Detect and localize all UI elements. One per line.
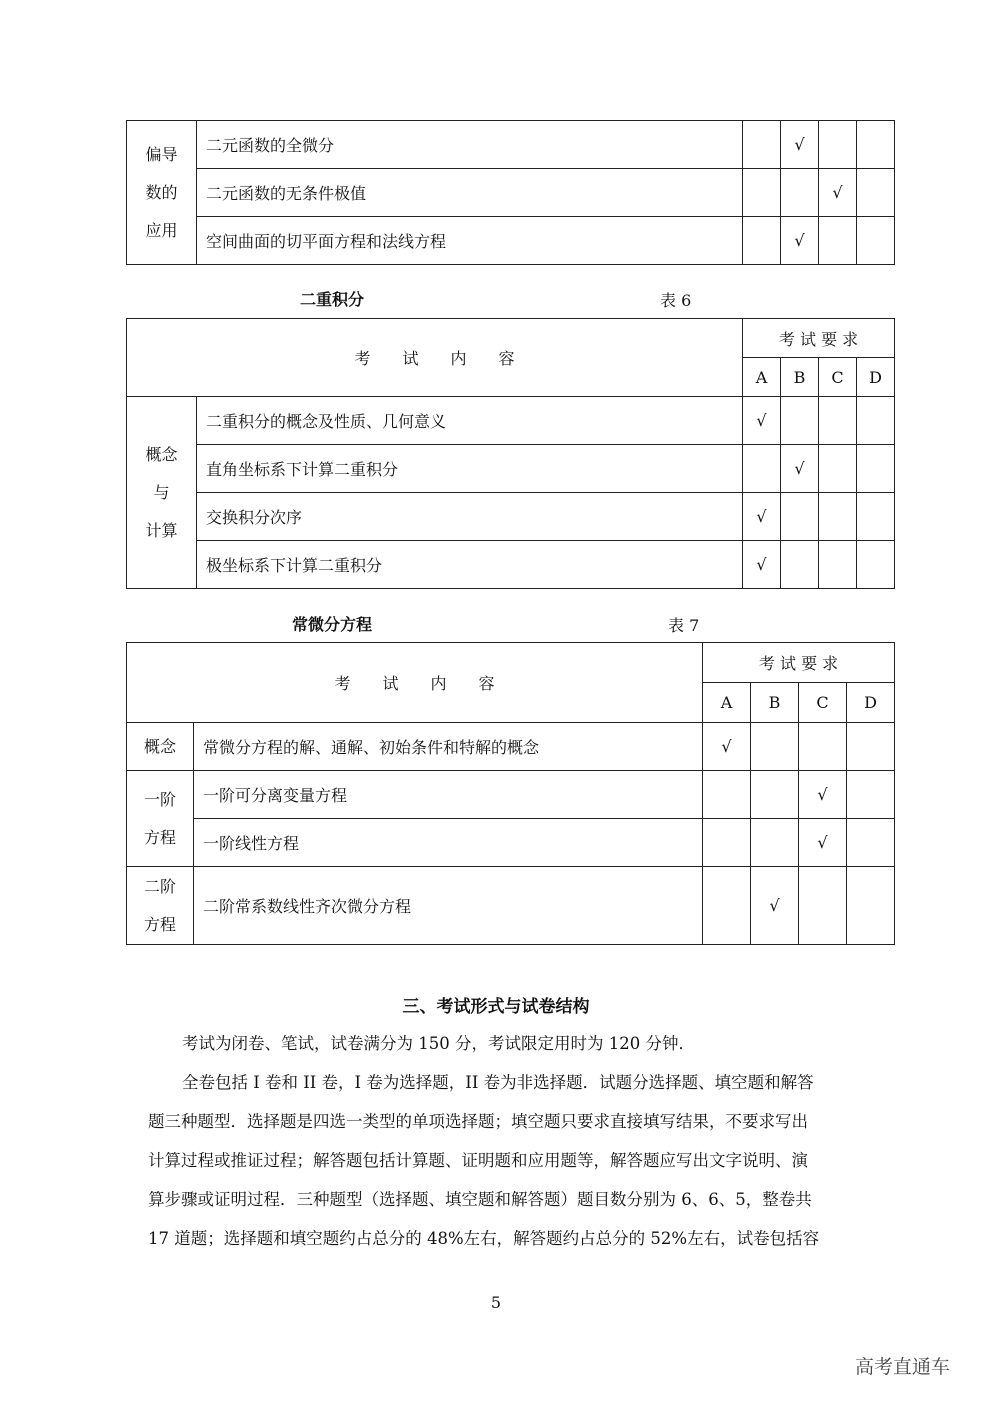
mark-d (857, 121, 895, 169)
mark-b (781, 493, 819, 541)
mark-a: √ (703, 723, 751, 771)
level-c: C (799, 683, 847, 723)
content-cell: 直角坐标系下计算二重积分 (197, 445, 743, 493)
mark-a: √ (743, 493, 781, 541)
mark-d (857, 541, 895, 589)
mark-b: √ (781, 121, 819, 169)
table6-title: 二重积分 (300, 290, 365, 309)
mark-c (819, 445, 857, 493)
mark-d (847, 723, 895, 771)
mark-d (847, 771, 895, 819)
mark-c: √ (819, 169, 857, 217)
mark-d (847, 819, 895, 867)
level-d: D (857, 358, 895, 397)
mark-a (703, 819, 751, 867)
category-cell: 二阶 方程 (127, 867, 194, 945)
content-cell: 一阶线性方程 (194, 819, 703, 867)
content-cell: 二重积分的概念及性质、几何意义 (197, 397, 743, 445)
mark-b: √ (781, 445, 819, 493)
mark-c (799, 723, 847, 771)
mark-a (743, 169, 781, 217)
content-cell: 空间曲面的切平面方程和法线方程 (197, 217, 743, 265)
content-cell: 极坐标系下计算二重积分 (197, 541, 743, 589)
mark-a (743, 121, 781, 169)
content-cell: 二阶常系数线性齐次微分方程 (194, 867, 703, 945)
mark-b (781, 169, 819, 217)
mark-d (857, 397, 895, 445)
mark-a (703, 771, 751, 819)
header-content: 考 试 内 容 (127, 319, 743, 397)
mark-a: √ (743, 541, 781, 589)
level-c: C (819, 358, 857, 397)
mark-d (847, 867, 895, 945)
mark-c: √ (799, 771, 847, 819)
mark-b (751, 771, 799, 819)
double-integral-table (126, 318, 895, 589)
header-requirement: 考 试 要 求 (703, 643, 895, 683)
mark-c (819, 217, 857, 265)
content-cell: 常微分方程的解、通解、初始条件和特解的概念 (194, 723, 703, 771)
section-title: 三、考试形式与试卷结构 (402, 997, 590, 1017)
level-d: D (847, 683, 895, 723)
level-a: A (743, 358, 781, 397)
page-number: 5 (490, 1293, 502, 1312)
header-content: 考 试 内 容 (127, 643, 703, 723)
paragraph-line: 题三种题型．选择题是四选一类型的单项选择题；填空题只要求直接填写结果，不要求写出 (148, 1112, 808, 1131)
mark-a: √ (743, 397, 781, 445)
watermark: 高考直通车 (855, 1356, 951, 1378)
category-cell: 概念 (127, 723, 194, 771)
mark-d (857, 217, 895, 265)
mark-c (819, 121, 857, 169)
paragraph-line: 全卷包括 I 卷和 II 卷，I 卷为选择题，II 卷为非选择题．试题分选择题、填空题和解答 (182, 1073, 814, 1092)
mark-a (743, 445, 781, 493)
mark-c: √ (799, 819, 847, 867)
mark-c (819, 493, 857, 541)
mark-d (857, 445, 895, 493)
mark-a (743, 217, 781, 265)
category-cell: 偏导 数的 应用 (127, 121, 197, 265)
level-b: B (751, 683, 799, 723)
table7-number: 表 7 (668, 616, 700, 635)
mark-c (819, 397, 857, 445)
paragraph-line: 算步骤或证明过程．三种题型（选择题、填空题和解答题）题目数分别为 6、6、5，整卷共 (148, 1190, 812, 1209)
category-cell: 概念 与 计算 (127, 397, 197, 589)
category-cell: 一阶 方程 (127, 771, 194, 867)
ode-table (126, 642, 895, 945)
level-a: A (703, 683, 751, 723)
mark-b (781, 397, 819, 445)
mark-b (781, 541, 819, 589)
paragraph-line: 考试为闭卷、笔试，试卷满分为 150 分，考试限定用时为 120 分钟． (182, 1034, 695, 1053)
paragraph-line: 17 道题；选择题和填空题约占总分的 48%左右，解答题约占总分的 52%左右，试卷包括容 (148, 1229, 820, 1248)
content-cell: 二元函数的全微分 (197, 121, 743, 169)
mark-d (857, 169, 895, 217)
mark-c (799, 867, 847, 945)
mark-b (751, 819, 799, 867)
mark-a (703, 867, 751, 945)
content-cell: 交换积分次序 (197, 493, 743, 541)
mark-b (751, 723, 799, 771)
level-b: B (781, 358, 819, 397)
partial-derivative-table (126, 120, 895, 265)
table6-number: 表 6 (660, 291, 692, 310)
mark-d (857, 493, 895, 541)
table7-title: 常微分方程 (292, 615, 373, 634)
mark-c (819, 541, 857, 589)
mark-b: √ (751, 867, 799, 945)
content-cell: 一阶可分离变量方程 (194, 771, 703, 819)
content-cell: 二元函数的无条件极值 (197, 169, 743, 217)
header-requirement: 考 试 要 求 (743, 319, 895, 358)
mark-b: √ (781, 217, 819, 265)
paragraph-line: 计算过程或推证过程；解答题包括计算题、证明题和应用题等，解答题应写出文字说明、演 (148, 1151, 808, 1170)
